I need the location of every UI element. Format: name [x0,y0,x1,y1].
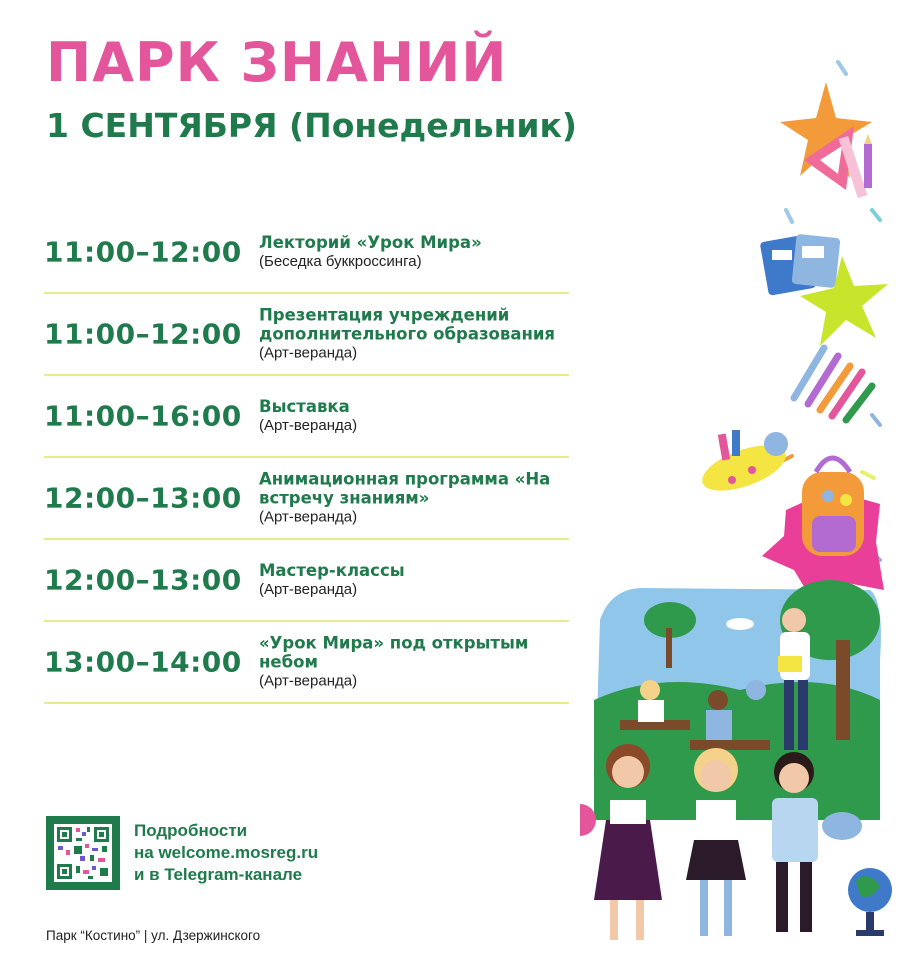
schedule-row [44,294,569,376]
info-text [134,820,394,886]
event-time: 13:00–14:00 [44,645,242,679]
qr-code-pattern [54,824,112,882]
event-time: 12:00–13:00 [44,481,242,515]
event-name: Анимационная программа «На встречу знаниям» [259,469,551,508]
footer-address: Парк “Костино” | ул. Дзержинского [46,928,261,943]
event-details [259,233,564,271]
schedule-row [44,376,569,458]
event-details [259,397,564,435]
event-time: 11:00–16:00 [44,399,242,433]
event-details [259,306,564,363]
info-line-website[interactable]: на welcome.mosreg.ru [134,843,319,862]
page-subtitle-date: 1 СЕНТЯБРЯ (Понедельник) [46,106,578,145]
event-name: Презентация учреждений дополнительного образования [259,305,556,344]
event-place: (Арт-веранда) [259,672,358,690]
event-time: 12:00–13:00 [44,563,242,597]
schedule-row [44,458,569,540]
schedule-list [44,212,569,704]
event-time: 11:00–12:00 [44,235,242,269]
schedule-row [44,622,569,704]
school-illustration [580,60,904,960]
page-title: ПАРК ЗНАНИЙ [46,31,508,94]
event-place: (Арт-веранда) [259,417,358,434]
event-name: Мастер-классы [259,561,405,580]
notebook-icon [760,234,841,296]
event-time: 11:00–12:00 [44,317,242,351]
backpack-icon [762,458,884,600]
event-place: (Беседка буккроссинга) [259,253,422,270]
event-name: Лекторий «Урок Мира» [259,233,482,252]
event-place: (Арт-веранда) [259,344,358,362]
globe-icon [848,868,892,936]
child-girl-center [686,748,746,936]
event-details [259,634,564,691]
qr-code[interactable] [46,816,120,890]
event-name: Выставка [259,397,350,416]
info-line-details: Подробности [134,821,248,840]
pencil-case-icon [696,430,791,500]
schedule-row [44,540,569,622]
schedule-row [44,212,569,294]
event-place: (Арт-веранда) [259,508,358,526]
event-name: «Урок Мира» под открытым небом [259,633,529,672]
event-details [259,470,564,527]
pencils-icon [794,348,872,420]
info-line-telegram[interactable]: и в Telegram-канале [134,865,303,884]
event-place: (Арт-веранда) [259,581,358,598]
event-details [259,561,564,599]
